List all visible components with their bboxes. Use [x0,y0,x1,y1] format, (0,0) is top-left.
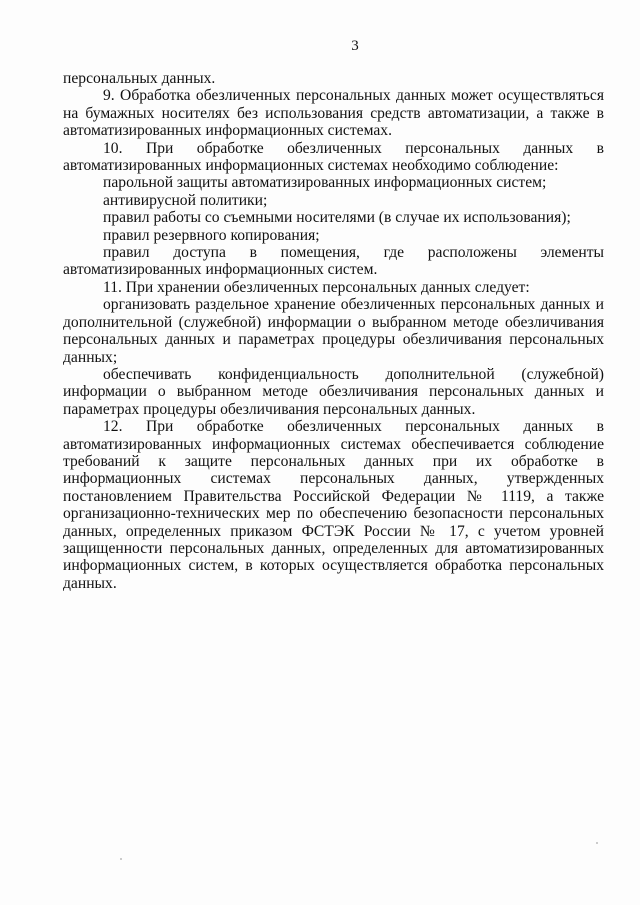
paragraph-10-item-room-access: правил доступа в помещения, где расположены элементы автоматизированных информационных систем. [63,244,604,279]
scan-artifact [596,842,598,844]
paragraph-11-item-confidentiality: обеспечивать конфиденциальность дополнительной (служебной) информации о выбранном методе обезличивания персональных данных и параметрах процедуры обезличивания персональных данных. [63,365,604,418]
paragraph-10-item-password-protection: парольной защиты автоматизированных информационных систем; [103,174,547,192]
paragraph-10-item-antivirus: антивирусной политики; [103,191,268,209]
page-number: 3 [351,38,359,54]
document-body [63,70,604,592]
paragraph-10-item-removable-media: правил работы со съемными носителями (в случае их использования); [103,209,571,227]
paragraph-continuation: персональных данных. [63,70,216,87]
scan-artifact [120,858,122,860]
paragraph-10-item-backup: правил резервного копирования; [103,226,320,244]
paragraph-11: 11. При хранении обезличенных персональных данных следует: [103,278,530,296]
paragraph-10: 10. При обработке обезличенных персональных данных в автоматизированных информационных системах необходимо соблюдение: [63,139,604,175]
paragraph-12: 12. При обработке обезличенных персональных данных в автоматизированных информационных системах обеспечивается соблюдение требований к защите персональных данных при их обработке в информационных системах персональных данных, утвержденных постановлением Правительства Российской Федерации № 1119, а также организационно-технических мер по обеспечению безопасности персональных данных, определенных приказом ФСТЭК России № 17, с учетом уровней защищенности персональных данных, определенных для автоматизированных информационных систем, в которых осуществляется обработка персональных данных. [63,418,604,592]
paragraph-9: 9. Обработка обезличенных персональных данных может осуществляться на бумажных носителях без использования средств автоматизации, а также в автоматизированных информационных системах. [63,87,604,140]
paragraph-11-item-separate-storage: организовать раздельное хранение обезличенных персональных данных и дополнительной (служебной) информации о выбранном методе обезличивания персональных данных и параметрах процедуры обезличивания персональных данных; [63,296,604,366]
